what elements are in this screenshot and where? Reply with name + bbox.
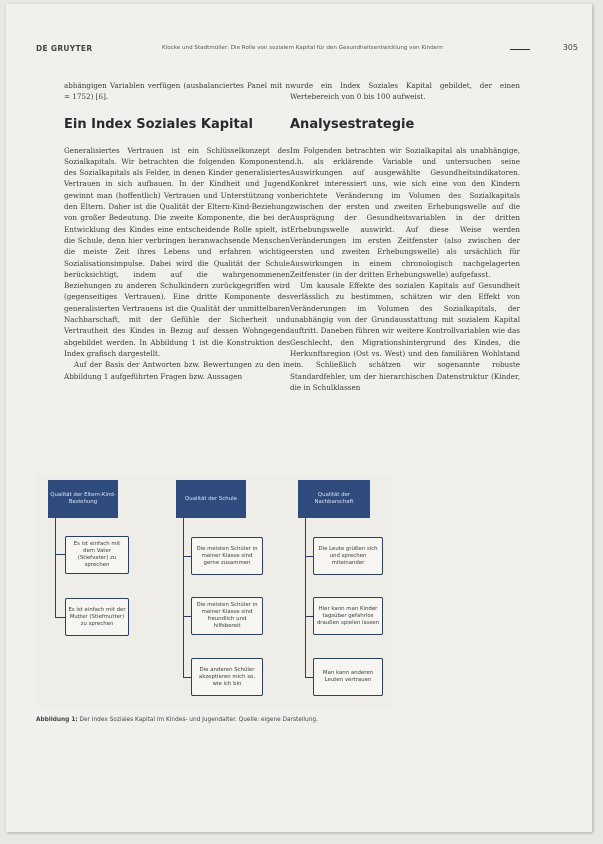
figure-item: Die Leute grüßen sich und sprechen miteinander <box>313 537 383 575</box>
connector-line <box>305 677 313 678</box>
right-paragraph-1: Im Folgenden betrachten wir Sozialkapital als unabhängige, d.h. als erklärende Variable und untersuchen seine Auswirkungen auf ausgewählte Gesundheitsindikatoren. Konkret interessiert uns, wie sich eine von den Kindern berichtete Veränderung im Volumen des Sozialkapitals zwischen der ersten und zweiten Erhebungswelle auf die Ausprägung der Gesundheitsvariablen in der dritten Erhebungswelle auswirkt. Auf diese Weise werden Veränderungen im ersten Zeitfenster (also zwischen der ersten und zweiten Erhebungswelle) als ursächlich für Auswirkungen in einem chronologisch nachgelagerten Zeitfenster (in der dritten Erhebungswelle) aufgefasst. <box>290 145 520 279</box>
figure-head-neighbourhood: Qualität der Nachbarschaft <box>298 480 370 518</box>
figure-item: Es ist einfach mit dem Vater (Stiefvater) zu sprechen <box>65 536 129 574</box>
connector-line <box>55 617 65 618</box>
figure-item: Die meisten Schüler in meiner Klasse sind gerne zusammen <box>191 537 263 575</box>
right-intro: wurde ein Index Soziales Kapital gebildet, der einen Wertebereich von 0 bis 100 aufweist. <box>290 81 520 102</box>
index-figure <box>36 474 392 707</box>
connector-line <box>183 616 191 617</box>
left-paragraph-2: Auf der Basis der Antworten bzw. Bewertungen zu den in Abbildung 1 aufgeführten Fragen bzw. Aussagen <box>64 360 290 381</box>
left-paragraph-1: Generalisiertes Vertrauen ist ein Schlüsselkonzept des Sozialkapitals. Wir betrachten die folgenden Komponenten des Sozialkapitals als Felder, in denen Kinder generalisiertes Vertrauen in sich aufbauen. In der Kindheit und Jugend gewinnt man (hoffentlich) Vertrauen und Unterstützung von den Eltern. Daher ist die Qualität der Eltern-Kind-Beziehung von großer Bedeutung. Die zweite Komponente, die bei der Entwicklung des Kindes eine entscheidende Rolle spielt, ist die Schule, denn hier verbringen heranwachsende Menschen die meiste Zeit ihres Lebens und erfahren wichtige Sozialisationsimpulse. Dabei wird die Qualität der Schule berücksichtigt, indem auf die wahrgenommenen Beziehungen zu anderen Schulkindern zurückgegriffen wird (gegenseitiges Vertrauen). Eine dritte Komponente des generalisierten Vertrauens ist die Qualität der unmittelbaren Nachbarschaft, mit der Gefühle der Sicherheit und Vertrautheit des Kindes in Bezug auf dessen Wohngegend abgebildet werden. In Abbildung 1 ist die Konstruktion des Index grafisch dargestellt. <box>64 145 290 358</box>
connector-line <box>183 677 191 678</box>
section-heading-index: Ein Index Soziales Kapital <box>64 116 253 132</box>
figure-item: Es ist einfach mit der Mutter (Stiefmutter) zu sprechen <box>65 598 129 636</box>
figure-caption <box>36 716 356 725</box>
connector-line <box>183 518 184 678</box>
figure-item: Die anderen Schüler akzeptieren mich so, wie ich bin <box>191 658 263 696</box>
connector-line <box>305 556 313 557</box>
publisher-brand: DE GRUYTER <box>36 44 93 53</box>
caption-text: Der Index Soziales Kapital im Kindes- und Jugendalter. Quelle: eigene Darstellung. <box>79 717 318 723</box>
running-title: Klocke und Stadtmüller: Die Rolle von sozialem Kapital für den Gesundheitsentwicklung von Kindern <box>162 45 443 51</box>
figure-item: Die meisten Schüler in meiner Klasse sind freundlich und hilfsbereit <box>191 597 263 635</box>
figure-item: Hier kann man Kinder tagsüber gefahrlos draußen spielen lassen <box>313 597 383 635</box>
figure-head-parent-child: Qualität der Eltern-Kind-Beziehung <box>48 480 118 518</box>
figure-item: Man kann anderen Leuten vertrauen <box>313 658 383 696</box>
header-rule <box>510 49 530 50</box>
connector-line <box>183 556 191 557</box>
right-column <box>290 80 520 393</box>
connector-line <box>305 616 313 617</box>
caption-label: Abbildung 1: <box>36 717 78 723</box>
section-heading-analysis: Analysestrategie <box>290 116 415 132</box>
connector-line <box>55 554 65 555</box>
right-paragraph-2: Um kausale Effekte des sozialen Kapitals auf Gesundheit verlässlich zu bestimmen, schätzen wir den Effekt von Veränderungen im Volumen des Sozialkapitals, der unabhängig von der Grundausstattung mit sozialem Kapital auftritt. Daneben führen wir weitere Kontrollvariablen wie das Geschlecht, den Migrationshintergrund des Kindes, die Herkunftsregion (Ost vs. West) und den familiären Wohlstand ein. Schließlich schätzen wir sogenannte robuste Standardfehler, um der hierarchischen Datenstruktur (Kinder, die in Schulklassen <box>290 281 520 392</box>
connector-line <box>305 518 306 678</box>
page-number: 305 <box>562 43 578 52</box>
left-column <box>64 80 290 382</box>
left-intro: abhängigen Variablen verfügen (ausbalanciertes Panel mit n = 1752) [6]. <box>64 81 290 102</box>
connector-line <box>55 518 56 618</box>
figure-head-school: Qualität der Schule <box>176 480 246 518</box>
page <box>6 4 592 832</box>
page-header <box>36 42 578 58</box>
